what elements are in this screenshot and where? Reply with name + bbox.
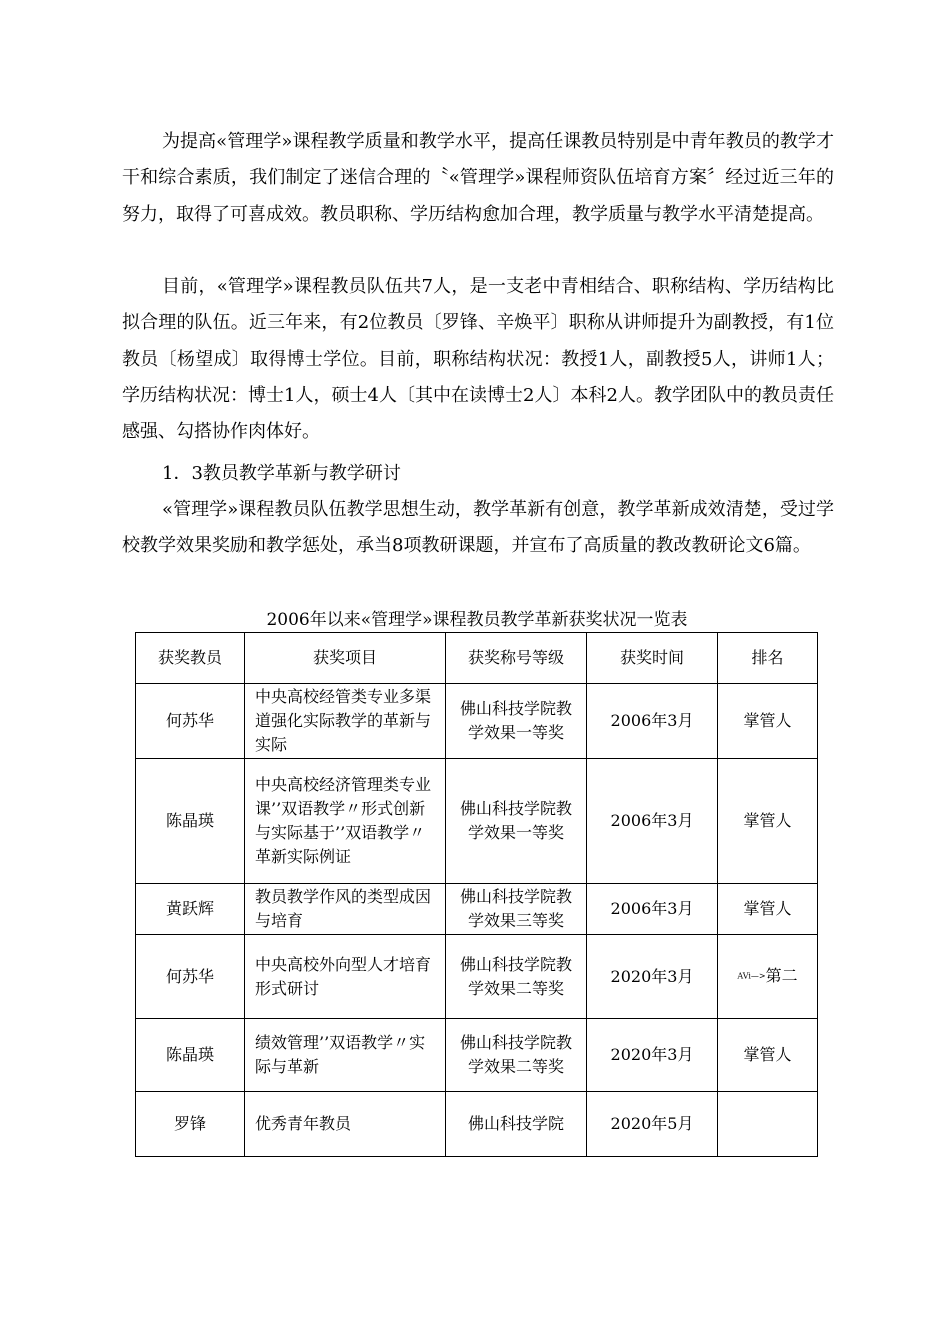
table-row — [136, 1019, 818, 1092]
table-row — [136, 935, 818, 1019]
cell-award-time: 2006年3月 — [587, 684, 718, 759]
cell-teacher: 罗锋 — [136, 1092, 245, 1157]
header-project: 获奖项目 — [245, 633, 446, 684]
cell-teacher: 黄跃辉 — [136, 884, 245, 935]
cell-award-level: 佛山科技学院 — [446, 1092, 587, 1157]
table-header-row — [136, 633, 818, 684]
rank-prefix-mark: AVi—> — [737, 971, 766, 981]
rank-value: 第二 — [765, 966, 798, 986]
cell-rank: 掌管人 — [718, 684, 818, 759]
cell-rank — [718, 1092, 818, 1157]
table-row — [136, 1092, 818, 1157]
header-teacher: 获奖教员 — [136, 633, 245, 684]
header-rank: 排名 — [718, 633, 818, 684]
cell-award-time: 2006年3月 — [587, 884, 718, 935]
cell-award-level: 佛山科技学院教学效果三等奖 — [446, 884, 587, 935]
table-row — [136, 759, 818, 884]
cell-teacher: 陈晶瑛 — [136, 759, 245, 884]
cell-award-time: 2006年3月 — [587, 759, 718, 884]
cell-award-level: 佛山科技学院教学效果一等奖 — [446, 759, 587, 884]
table-row — [136, 684, 818, 759]
cell-award-time: 2020年5月 — [587, 1092, 718, 1157]
cell-project: 中央高校经济管理类专业课’’双语教学〃形式创新与实际基于’’双语教学〃革新实际例证 — [245, 759, 446, 884]
header-award-time: 获奖时间 — [587, 633, 718, 684]
cell-rank: 掌管人 — [718, 1019, 818, 1092]
table-row — [136, 884, 818, 935]
cell-award-time: 2020年3月 — [587, 1019, 718, 1092]
cell-award-level: 佛山科技学院教学效果二等奖 — [446, 935, 587, 1019]
cell-project: 优秀青年教员 — [245, 1092, 446, 1157]
cell-rank: 掌管人 — [718, 884, 818, 935]
cell-teacher: 何苏华 — [136, 935, 245, 1019]
paragraph-team-structure: 目前，«管理学»课程教员队伍共7人，是一支老中青相结合、职称结构、学历结构比拟合理的队伍。近三年来，有2位教员〔罗锋、辛焕平〕职称从讲师提升为副教授，有1位教员〔杨望成〕取得博士学位。目前，职称结构状况：教授1人，副教授5人，讲师1人；学历结构状况：博士1人，硕士4人〔其中在读博士2人〕本科2人。教学团队中的教员责任感强、勾搭协作肉体好。 — [122, 276, 834, 443]
awards-table — [135, 632, 818, 1157]
cell-project: 中央高校外向型人才培育形式研讨 — [245, 935, 446, 1019]
cell-award-level: 佛山科技学院教学效果二等奖 — [446, 1019, 587, 1092]
cell-award-level: 佛山科技学院教学效果一等奖 — [446, 684, 587, 759]
cell-award-time: 2020年3月 — [587, 935, 718, 1019]
table-caption: 2006年以来«管理学»课程教员教学革新获奖状况一览表 — [266, 610, 688, 630]
section-heading: 1．3教员教学革新与教学研讨 — [162, 463, 401, 484]
paragraph-intro: 为提高«管理学»课程教学质量和教学水平，提高任课教员特别是中青年教员的教学才干和综合素质，我们制定了迷信合理的〝«管理学»课程师资队伍培育方案〞经过近三年的努力，取得了可喜成效。教员职称、学历结构愈加合理，教学质量与教学水平清楚提高。 — [122, 131, 834, 225]
cell-project: 绩效管理’’双语教学〃实际与革新 — [245, 1019, 446, 1092]
cell-teacher: 何苏华 — [136, 684, 245, 759]
cell-rank — [718, 935, 818, 1019]
header-award-level: 获奖称号等级 — [446, 633, 587, 684]
cell-project: 中央高校经管类专业多渠道强化实际教学的革新与实际 — [245, 684, 446, 759]
cell-teacher: 陈晶瑛 — [136, 1019, 245, 1092]
cell-project: 教员教学作风的类型成因与培育 — [245, 884, 446, 935]
cell-rank: 掌管人 — [718, 759, 818, 884]
paragraph-teaching-reform: «管理学»课程教员队伍教学思想生动，教学革新有创意，教学革新成效清楚，受过学校教学效果奖励和教学惩处，承当8项教研课题，并宣布了高质量的教改教研论文6篇。 — [122, 499, 834, 557]
